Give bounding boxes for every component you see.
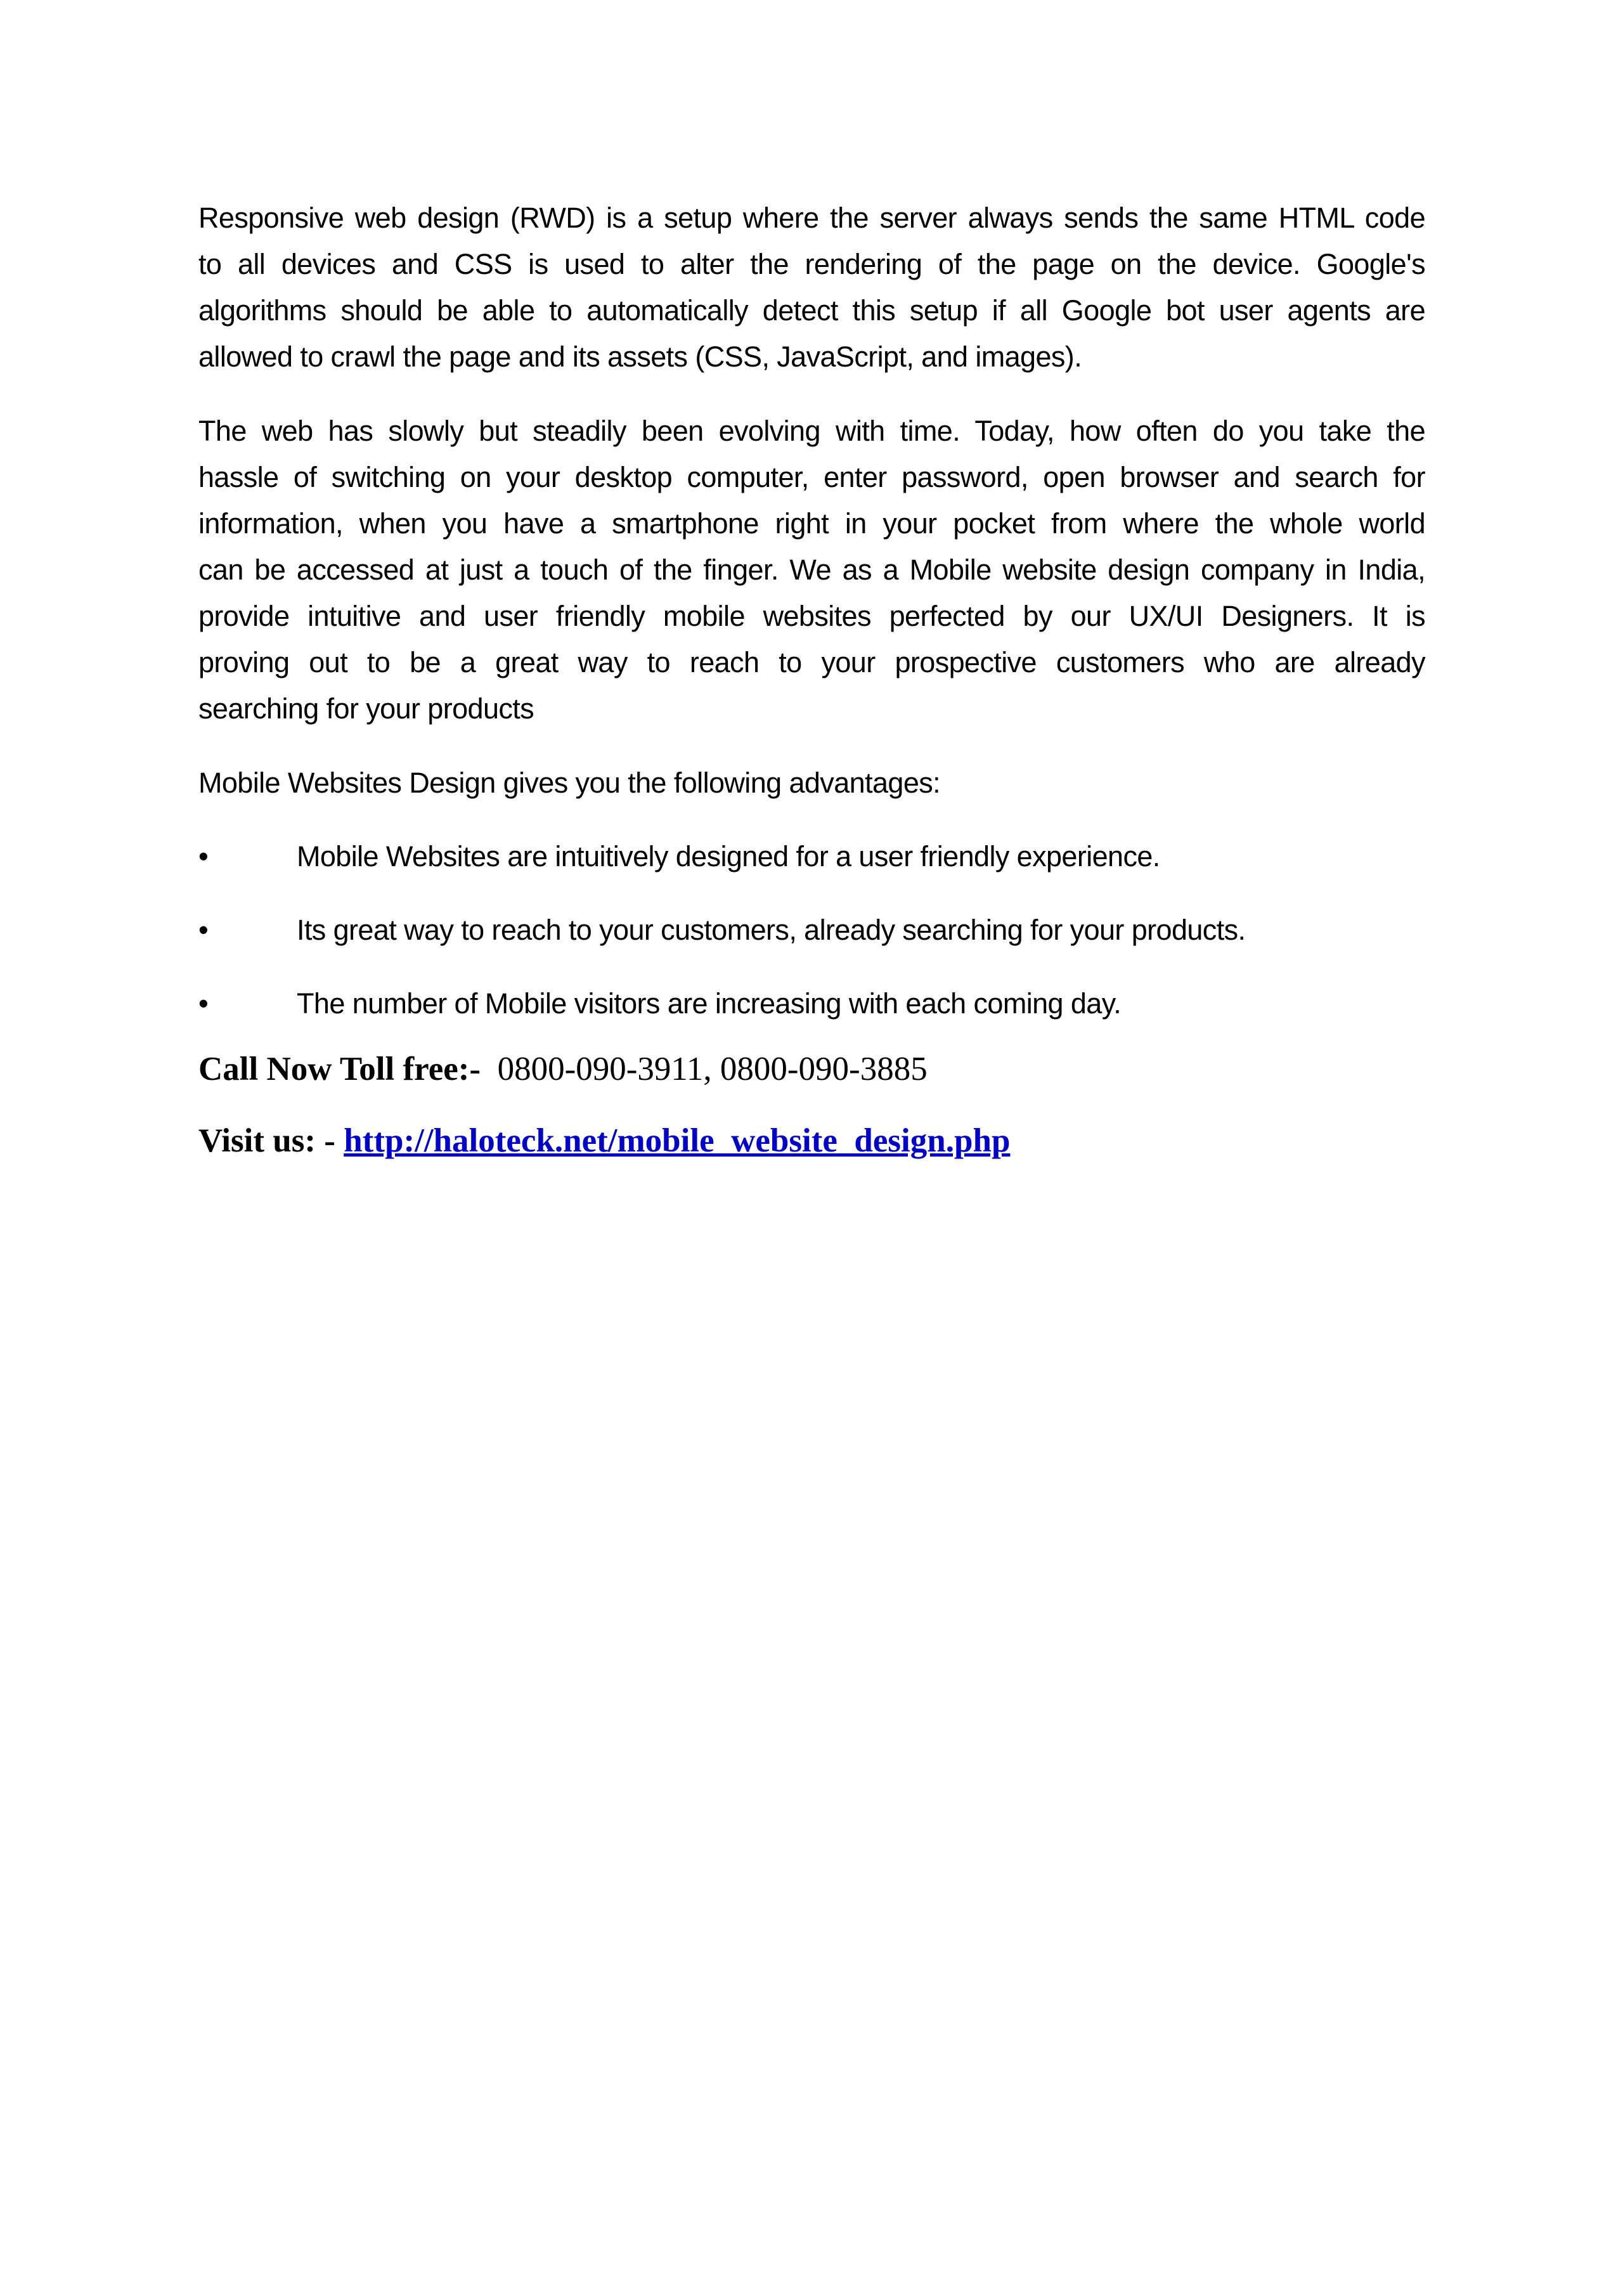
paragraph-line: to all devices and CSS is used to alter the rendering of the page on the device. Google's (198, 248, 1425, 280)
call-label: Call Now Toll free:- (198, 1051, 481, 1087)
bullet-icon: • (198, 914, 209, 946)
list-item-text: Its great way to reach to your customers, already searching for your products. (297, 914, 1246, 946)
paragraph-line: Responsive web design (RWD) is a setup where the server always sends the same HTML code (198, 202, 1425, 234)
paragraph-line: provide intuitive and user friendly mobile websites perfected by our UX/UI Designers. It is (198, 600, 1425, 632)
bullet-icon: • (198, 987, 209, 1020)
paragraph-line: allowed to crawl the page and its assets (CSS, JavaScript, and images). (198, 341, 1082, 373)
paragraph-line: searching for your products (198, 692, 534, 725)
paragraph-line: The web has slowly but steadily been evolving with time. Today, how often do you take the (198, 415, 1425, 447)
paragraph-line: algorithms should be able to automatically detect this setup if all Google bot user agents are (198, 294, 1425, 327)
visit-us-line (198, 1120, 1010, 1162)
website-link[interactable]: http://haloteck.net/mobile_website_design.php (344, 1122, 1011, 1159)
paragraph-line: can be accessed at just a touch of the finger. We as a Mobile website design company in India, (198, 554, 1425, 586)
paragraph-line: information, when you have a smartphone right in your pocket from where the whole world (198, 507, 1425, 540)
phone-numbers: 0800-090-3911, 0800-090-3885 (497, 1051, 928, 1087)
paragraph-line: proving out to be a great way to reach to your prospective customers who are already (198, 646, 1425, 678)
call-now-line (198, 1048, 928, 1090)
list-item-text: Mobile Websites are intuitively designed for a user friendly experience. (297, 840, 1160, 872)
paragraph-line: hassle of switching on your desktop computer, enter password, open browser and search for (198, 461, 1425, 493)
visit-label: Visit us: - (198, 1122, 335, 1159)
advantages-intro: Mobile Websites Design gives you the following advantages: (198, 767, 941, 799)
list-item-text: The number of Mobile visitors are increasing with each coming day. (297, 987, 1122, 1020)
bullet-icon: • (198, 840, 209, 872)
